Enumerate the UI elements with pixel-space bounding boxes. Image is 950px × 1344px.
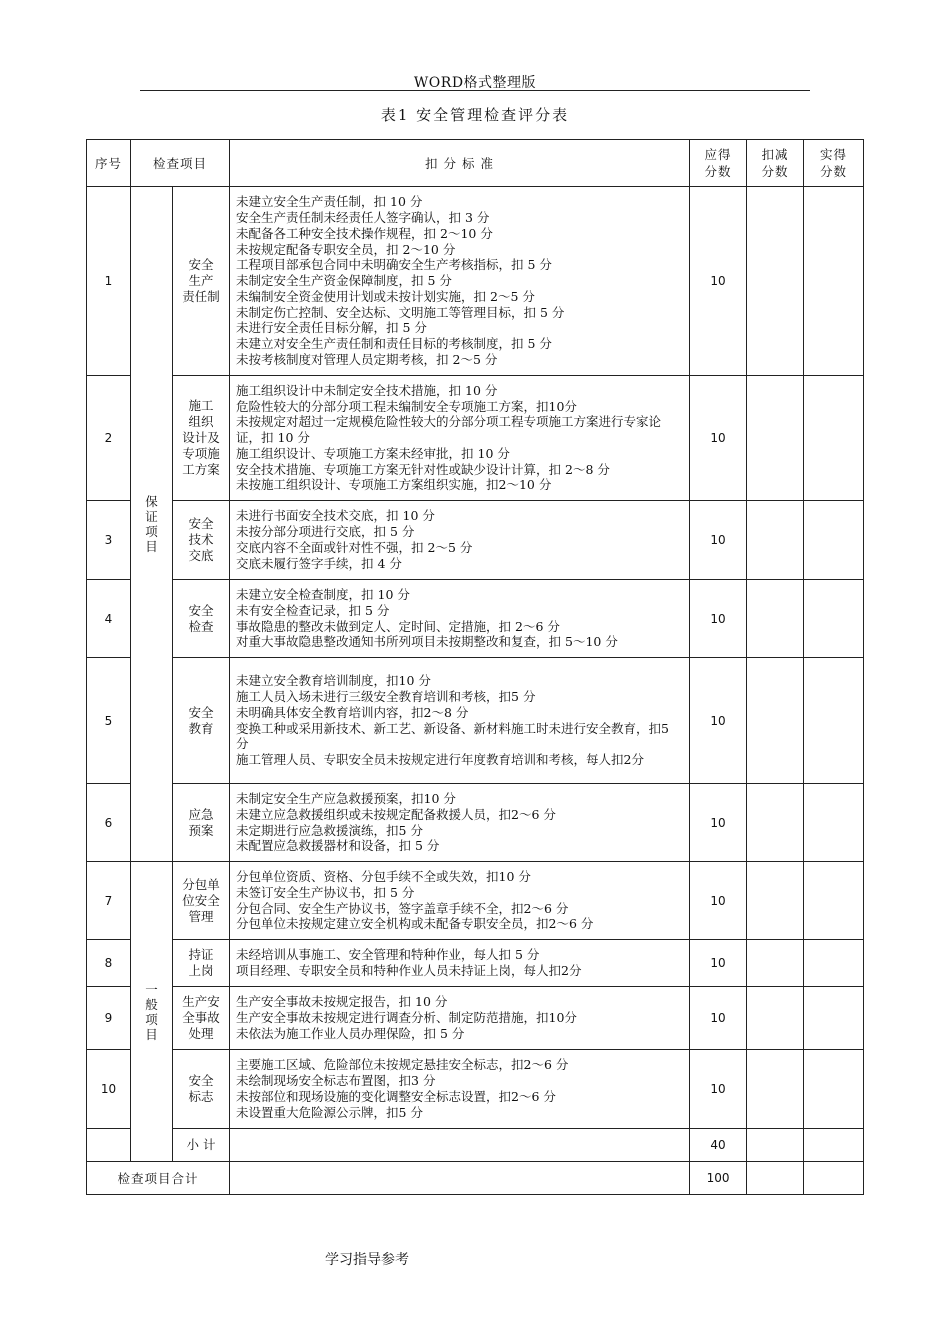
criteria-line: 未签订安全生产协议书，扣 5 分 xyxy=(236,884,415,900)
group-guarantee-char: 保 xyxy=(145,494,158,509)
criteria-line: 施工组织设计中未制定安全技术措施，扣 10 分 xyxy=(236,382,498,398)
criteria-line: 变换工种或采用新技术、新工艺、新设备、新材料施工时未进行安全教育，扣5 分 xyxy=(236,720,669,752)
subtotal-seq-empty xyxy=(87,1129,131,1162)
row-item-name-line: 专项施 xyxy=(182,446,220,461)
row-criteria xyxy=(230,658,690,784)
col-item-header: 检查项目 xyxy=(131,140,230,187)
col-deduct-score-header xyxy=(747,140,804,187)
row-criteria xyxy=(230,580,690,658)
row-deduct-score[interactable] xyxy=(747,658,804,784)
table-title: 表1 安全管理检查评分表 xyxy=(380,106,570,124)
row-item-name xyxy=(173,987,230,1050)
row-should-score: 10 xyxy=(690,376,747,501)
table-row xyxy=(87,1050,864,1129)
criteria-line: 未编制安全资金使用计划或未按计划实施，扣 2～5 分 xyxy=(236,288,535,304)
total-deduct[interactable] xyxy=(747,1162,804,1195)
table-row xyxy=(87,580,864,658)
criteria-line: 未按施工组织设计、专项施工方案组织实施，扣2～10 分 xyxy=(236,477,552,493)
col-actual-line1: 实得 xyxy=(820,147,848,162)
group-general-char: 般 xyxy=(145,996,158,1012)
row-item-name-line: 工方案 xyxy=(182,462,220,477)
subtotal-actual[interactable] xyxy=(804,1129,864,1162)
safety-check-table xyxy=(86,139,864,1195)
criteria-line: 未配备各工种安全技术操作规程，扣 2～10 分 xyxy=(236,225,493,241)
criteria-line: 未设置重大危险源公示牌，扣5 分 xyxy=(236,1104,423,1120)
row-item-name-line: 生产 xyxy=(188,273,214,288)
criteria-line: 未制定伤亡控制、安全达标、文明施工等管理目标，扣 5 分 xyxy=(236,304,565,320)
criteria-line: 危险性较大的分部分项工程未编制安全专项施工方案，扣10分 xyxy=(236,398,577,414)
total-criteria-empty xyxy=(230,1162,690,1195)
criteria-line: 施工管理人员、专职安全员未按规定进行年度教育培训和考核，每人扣2分 xyxy=(236,752,644,768)
criteria-line: 未配置应急救援器材和设备，扣 5 分 xyxy=(236,838,440,854)
row-seq: 1 xyxy=(87,187,131,376)
criteria-line: 未经培训从事施工、安全管理和特种作业，每人扣 5 分 xyxy=(236,947,540,963)
row-item-name-line: 检查 xyxy=(188,618,214,634)
row-item-name-line: 交底 xyxy=(188,548,214,563)
criteria-line: 未按规定配备专职安全员，扣 2～10 分 xyxy=(236,241,456,257)
criteria-line: 未有安全检查记录，扣 5 分 xyxy=(236,602,390,618)
row-item-name-line: 预案 xyxy=(188,822,214,838)
criteria-line: 未进行安全责任目标分解，扣 5 分 xyxy=(236,320,427,336)
row-item-name-line: 安全 xyxy=(188,602,214,618)
row-should-score: 10 xyxy=(690,784,747,862)
criteria-line: 交底内容不全面或针对性不强，扣 2～5 分 xyxy=(236,540,473,555)
total-row xyxy=(87,1162,864,1195)
criteria-line: 事故隐患的整改未做到定人、定时间、定措施，扣 2～6 分 xyxy=(236,618,560,634)
criteria-line: 未制定安全生产资金保障制度，扣 5 分 xyxy=(236,273,452,289)
criteria-line: 生产安全事故未按规定报告，扣 10 分 xyxy=(236,994,448,1010)
row-deduct-score[interactable] xyxy=(747,376,804,501)
subtotal-row xyxy=(87,1129,864,1162)
row-deduct-score[interactable] xyxy=(747,987,804,1050)
row-criteria xyxy=(230,187,690,376)
criteria-line: 主要施工区域、危险部位未按规定悬挂安全标志，扣2～6 分 xyxy=(236,1057,569,1073)
col-actual-line2: 分数 xyxy=(820,164,848,179)
criteria-line: 工程项目部承包合同中未明确安全生产考核指标，扣 5 分 xyxy=(236,257,552,273)
row-actual-score[interactable] xyxy=(804,580,864,658)
criteria-line: 未建立对安全生产责任制和责任目标的考核制度，扣 5 分 xyxy=(236,336,552,352)
row-actual-score[interactable] xyxy=(804,784,864,862)
row-criteria xyxy=(230,376,690,501)
row-item-name-line: 应急 xyxy=(188,806,214,822)
row-actual-score[interactable] xyxy=(804,940,864,987)
row-item-name-line: 位安全 xyxy=(182,892,220,908)
row-criteria xyxy=(230,1050,690,1129)
col-criteria-header: 扣 分 标 准 xyxy=(230,140,690,187)
subtotal-label: 小 计 xyxy=(173,1129,230,1162)
total-actual[interactable] xyxy=(804,1162,864,1195)
row-actual-score[interactable] xyxy=(804,376,864,501)
table-row xyxy=(87,658,864,784)
row-deduct-score[interactable] xyxy=(747,501,804,580)
row-actual-score[interactable] xyxy=(804,187,864,376)
row-criteria xyxy=(230,862,690,940)
row-criteria xyxy=(230,940,690,987)
criteria-line: 生产安全事故未按规定进行调查分析、制定防范措施，扣10分 xyxy=(236,1010,577,1026)
col-actual-score-header xyxy=(804,140,864,187)
row-criteria xyxy=(230,784,690,862)
group-guarantee-char: 项 xyxy=(145,524,158,539)
criteria-line: 未绘制现场安全标志布置图，扣3 分 xyxy=(236,1073,436,1089)
row-actual-score[interactable] xyxy=(804,987,864,1050)
row-item-name xyxy=(173,1050,230,1129)
row-seq: 9 xyxy=(87,987,131,1050)
total-score: 100 xyxy=(690,1162,747,1195)
page-header-text: WORD格式整理版 xyxy=(413,75,537,91)
subtotal-criteria-empty xyxy=(230,1129,690,1162)
subtotal-deduct[interactable] xyxy=(747,1129,804,1162)
criteria-line: 未建立应急救援组织或未按规定配备救援人员，扣2～6 分 xyxy=(236,806,556,822)
row-seq: 10 xyxy=(87,1050,131,1129)
table-row xyxy=(87,862,864,940)
table-row xyxy=(87,501,864,580)
col-should-score-header xyxy=(690,140,747,187)
row-item-name-line: 施工 xyxy=(188,398,214,413)
row-item-name xyxy=(173,658,230,784)
row-deduct-score[interactable] xyxy=(747,1050,804,1129)
group-guarantee-char: 目 xyxy=(145,539,158,554)
criteria-line: 未按分部分项进行交底，扣 5 分 xyxy=(236,524,415,540)
row-item-name-line: 处理 xyxy=(188,1026,214,1041)
row-item-name xyxy=(173,187,230,376)
row-item-name-line: 标志 xyxy=(188,1089,214,1104)
row-item-name-line: 持证 xyxy=(188,947,214,962)
criteria-line: 未进行书面安全技术交底，扣 10 分 xyxy=(236,508,435,524)
row-item-name-line: 安全 xyxy=(188,257,214,272)
row-criteria xyxy=(230,987,690,1050)
criteria-line: 分包单位资质、资格、分包手续不全或失效，扣10 分 xyxy=(236,868,531,884)
criteria-line: 施工组织设计、专项施工方案未经审批，扣 10 分 xyxy=(236,445,510,461)
criteria-line: 未依法为施工作业人员办理保险，扣 5 分 xyxy=(236,1025,465,1041)
header-row xyxy=(87,140,864,187)
row-item-name xyxy=(173,580,230,658)
row-deduct-score[interactable] xyxy=(747,784,804,862)
row-item-name xyxy=(173,501,230,580)
criteria-line: 未建立安全检查制度，扣 10 分 xyxy=(236,586,410,602)
row-should-score: 10 xyxy=(690,580,747,658)
criteria-line: 未定期进行应急救援演练，扣5 分 xyxy=(236,822,423,838)
row-item-name-line: 生产安 xyxy=(182,994,220,1009)
row-seq: 5 xyxy=(87,658,131,784)
row-item-name-line: 安全 xyxy=(188,516,214,531)
criteria-line: 交底未履行签字手续，扣 4 分 xyxy=(236,555,402,571)
row-seq: 7 xyxy=(87,862,131,940)
criteria-line: 分包合同、安全生产协议书，签字盖章手续不全，扣2～6 分 xyxy=(236,900,569,916)
row-item-name xyxy=(173,376,230,501)
criteria-line: 未按规定对超过一定规模危险性较大的分部分项工程专项施工方案进行专家论证，扣 10 分 xyxy=(236,414,662,446)
row-seq: 6 xyxy=(87,784,131,862)
row-item-name xyxy=(173,940,230,987)
criteria-line: 未明确具体安全教育培训内容，扣2～8 分 xyxy=(236,704,469,720)
col-should-line2: 分数 xyxy=(704,164,732,179)
row-actual-score[interactable] xyxy=(804,658,864,784)
row-item-name xyxy=(173,784,230,862)
row-item-name-line: 安全 xyxy=(188,1073,214,1088)
row-item-name-line: 全事故 xyxy=(182,1010,220,1025)
table-row xyxy=(87,987,864,1050)
row-item-name-line: 教育 xyxy=(188,720,214,736)
table-row xyxy=(87,940,864,987)
row-deduct-score[interactable] xyxy=(747,187,804,376)
row-should-score: 10 xyxy=(690,658,747,784)
row-should-score: 10 xyxy=(690,501,747,580)
criteria-line: 未建立安全教育培训制度，扣10 分 xyxy=(236,673,431,689)
row-actual-score[interactable] xyxy=(804,501,864,580)
row-actual-score[interactable] xyxy=(804,1050,864,1129)
row-deduct-score[interactable] xyxy=(747,580,804,658)
row-item-name-line: 安全 xyxy=(188,704,214,720)
criteria-line: 未按考核制度对管理人员定期考核，扣 2～5 分 xyxy=(236,352,498,368)
col-deduct-line1: 扣减 xyxy=(761,147,789,162)
subtotal-score: 40 xyxy=(690,1129,747,1162)
criteria-line: 分包单位未按规定建立安全机构或未配备专职安全员，扣2～6 分 xyxy=(236,916,594,932)
row-item-name-line: 技术 xyxy=(188,532,214,547)
row-seq: 8 xyxy=(87,940,131,987)
row-item-name xyxy=(173,862,230,940)
total-label: 检查项目合计 xyxy=(87,1162,230,1195)
group-general-char: 一 xyxy=(145,981,158,997)
criteria-line: 未按部位和现场设施的变化调整安全标志设置，扣2～6 分 xyxy=(236,1089,556,1104)
criteria-line: 施工人员入场未进行三级安全教育培训和考核，扣5 分 xyxy=(236,688,536,704)
table-row xyxy=(87,376,864,501)
page-footer-text: 学习指导参考 xyxy=(325,1252,409,1268)
col-seq-header: 序号 xyxy=(87,140,131,187)
row-item-name-line: 组织 xyxy=(188,414,214,429)
criteria-line: 安全技术措施、专项施工方案无针对性或缺少设计计算，扣 2～8 分 xyxy=(236,461,610,477)
header-rule xyxy=(140,90,810,91)
row-item-name-line: 管理 xyxy=(188,908,214,924)
col-should-line1: 应得 xyxy=(704,147,732,162)
group-guarantee-cell xyxy=(131,187,173,862)
row-seq: 2 xyxy=(87,376,131,501)
criteria-line: 未建立安全生产责任制，扣 10 分 xyxy=(236,194,423,210)
row-should-score: 10 xyxy=(690,1050,747,1129)
table-row xyxy=(87,187,864,376)
row-item-name-line: 分包单 xyxy=(182,876,220,892)
table-row xyxy=(87,784,864,862)
row-deduct-score[interactable] xyxy=(747,940,804,987)
group-general-cell xyxy=(131,862,173,1162)
criteria-line: 未制定安全生产应急救援预案，扣10 分 xyxy=(236,790,456,806)
row-should-score: 10 xyxy=(690,987,747,1050)
row-item-name-line: 责任制 xyxy=(182,289,220,304)
row-seq: 3 xyxy=(87,501,131,580)
row-deduct-score[interactable] xyxy=(747,862,804,940)
row-should-score: 10 xyxy=(690,187,747,376)
col-deduct-line2: 分数 xyxy=(761,164,789,179)
criteria-line: 安全生产责任制未经责任人签字确认，扣 3 分 xyxy=(236,209,490,225)
row-item-name-line: 上岗 xyxy=(188,963,214,978)
group-general-char: 目 xyxy=(145,1026,158,1042)
criteria-line: 项目经理、专职安全员和特种作业人员未持证上岗，每人扣2分 xyxy=(236,963,582,978)
row-should-score: 10 xyxy=(690,940,747,987)
criteria-line: 对重大事故隐患整改通知书所列项目未按期整改和复查，扣 5～10 分 xyxy=(236,634,618,650)
row-item-name-line: 设计及 xyxy=(182,430,220,445)
row-criteria xyxy=(230,501,690,580)
row-seq: 4 xyxy=(87,580,131,658)
group-general-char: 项 xyxy=(145,1011,158,1027)
row-actual-score[interactable] xyxy=(804,862,864,940)
row-should-score: 10 xyxy=(690,862,747,940)
group-guarantee-char: 证 xyxy=(145,509,158,524)
